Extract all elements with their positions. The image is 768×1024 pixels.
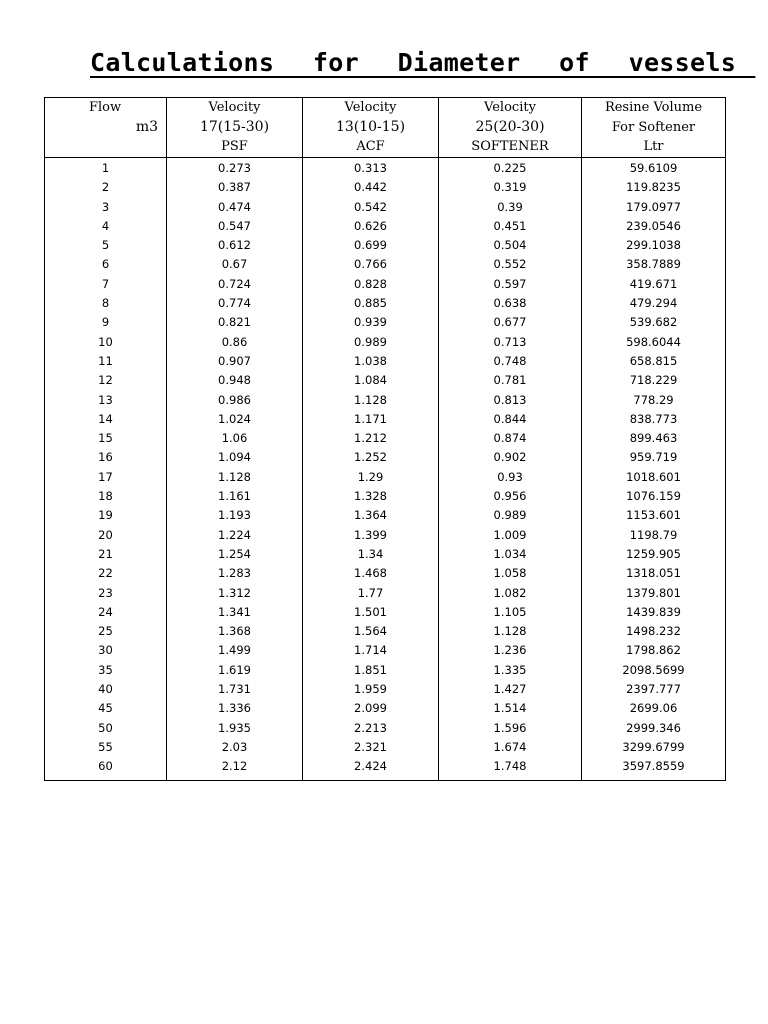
resin-volume-cell: 838.773 — [582, 410, 726, 429]
psf-velocity-cell: 0.774 — [167, 294, 303, 313]
flow-cell: 50 — [45, 719, 167, 738]
acf-velocity-cell: 0.828 — [303, 275, 439, 294]
table-row — [45, 448, 726, 467]
resin-volume-cell: 658.815 — [582, 352, 726, 371]
softener-velocity-cell: 0.225 — [439, 158, 582, 179]
table-row — [45, 275, 726, 294]
table-row — [45, 661, 726, 680]
acf-velocity-cell: 2.424 — [303, 757, 439, 780]
psf-velocity-cell: 1.368 — [167, 622, 303, 641]
softener-velocity-cell: 1.427 — [439, 680, 582, 699]
table-row — [45, 391, 726, 410]
flow-cell: 16 — [45, 448, 167, 467]
header-psf — [167, 98, 303, 158]
acf-velocity-cell: 0.766 — [303, 255, 439, 274]
softener-velocity-cell: 1.058 — [439, 564, 582, 583]
flow-cell: 24 — [45, 603, 167, 622]
page-title: Calculations for Diameter of vessels — [90, 48, 756, 77]
flow-cell: 11 — [45, 352, 167, 371]
acf-velocity-cell: 1.038 — [303, 352, 439, 371]
flow-cell: 9 — [45, 313, 167, 332]
resin-volume-cell: 1018.601 — [582, 468, 726, 487]
header-acf-line1: Velocity — [344, 100, 397, 115]
acf-velocity-cell: 1.212 — [303, 429, 439, 448]
softener-velocity-cell: 1.082 — [439, 584, 582, 603]
softener-velocity-cell: 0.844 — [439, 410, 582, 429]
resin-volume-cell: 778.29 — [582, 391, 726, 410]
resin-volume-cell: 1198.79 — [582, 526, 726, 545]
psf-velocity-cell: 0.273 — [167, 158, 303, 179]
acf-velocity-cell: 1.34 — [303, 545, 439, 564]
acf-velocity-cell: 2.213 — [303, 719, 439, 738]
resin-volume-cell: 2397.777 — [582, 680, 726, 699]
psf-velocity-cell: 2.03 — [167, 738, 303, 757]
psf-velocity-cell: 1.161 — [167, 487, 303, 506]
acf-velocity-cell: 1.851 — [303, 661, 439, 680]
flow-cell: 3 — [45, 198, 167, 217]
psf-velocity-cell: 1.193 — [167, 506, 303, 525]
psf-velocity-cell: 1.024 — [167, 410, 303, 429]
header-softener — [439, 98, 582, 158]
softener-velocity-cell: 1.335 — [439, 661, 582, 680]
header-resin-line3: Ltr — [643, 139, 664, 154]
psf-velocity-cell: 1.224 — [167, 526, 303, 545]
header-psf-line3: PSF — [221, 139, 248, 154]
acf-velocity-cell: 1.501 — [303, 603, 439, 622]
psf-velocity-cell: 1.254 — [167, 545, 303, 564]
acf-velocity-cell: 1.564 — [303, 622, 439, 641]
softener-velocity-cell: 0.748 — [439, 352, 582, 371]
table-row — [45, 294, 726, 313]
psf-velocity-cell: 0.907 — [167, 352, 303, 371]
flow-cell: 13 — [45, 391, 167, 410]
acf-velocity-cell: 1.29 — [303, 468, 439, 487]
resin-volume-cell: 1498.232 — [582, 622, 726, 641]
softener-velocity-cell: 1.596 — [439, 719, 582, 738]
header-acf-line2: 13(10-15) — [335, 118, 406, 135]
table-row — [45, 584, 726, 603]
header-resin-line2: For Softener — [611, 119, 696, 135]
flow-cell: 8 — [45, 294, 167, 313]
table-header — [45, 98, 726, 158]
resin-volume-cell: 479.294 — [582, 294, 726, 313]
resin-volume-cell: 1798.862 — [582, 641, 726, 660]
resin-volume-cell: 358.7889 — [582, 255, 726, 274]
resin-volume-cell: 179.0977 — [582, 198, 726, 217]
softener-velocity-cell: 1.009 — [439, 526, 582, 545]
psf-velocity-cell: 0.86 — [167, 333, 303, 352]
resin-volume-cell: 598.6044 — [582, 333, 726, 352]
psf-velocity-cell: 1.094 — [167, 448, 303, 467]
softener-velocity-cell: 1.748 — [439, 757, 582, 780]
flow-cell: 7 — [45, 275, 167, 294]
flow-cell: 10 — [45, 333, 167, 352]
acf-velocity-cell: 0.885 — [303, 294, 439, 313]
acf-velocity-cell: 0.989 — [303, 333, 439, 352]
psf-velocity-cell: 0.612 — [167, 236, 303, 255]
table-row — [45, 719, 726, 738]
softener-velocity-cell: 1.105 — [439, 603, 582, 622]
header-flow-label: Flow — [89, 100, 122, 115]
softener-velocity-cell: 0.93 — [439, 468, 582, 487]
resin-volume-cell: 1259.905 — [582, 545, 726, 564]
header-softener-line3: SOFTENER — [471, 139, 549, 154]
resin-volume-cell: 1153.601 — [582, 506, 726, 525]
flow-cell: 5 — [45, 236, 167, 255]
psf-velocity-cell: 0.948 — [167, 371, 303, 390]
table-row — [45, 699, 726, 718]
flow-cell: 22 — [45, 564, 167, 583]
softener-velocity-cell: 0.39 — [439, 198, 582, 217]
acf-velocity-cell: 1.468 — [303, 564, 439, 583]
softener-velocity-cell: 0.713 — [439, 333, 582, 352]
table-row — [45, 506, 726, 525]
softener-velocity-cell: 1.514 — [439, 699, 582, 718]
softener-velocity-cell: 0.319 — [439, 178, 582, 197]
psf-velocity-cell: 1.731 — [167, 680, 303, 699]
table-row — [45, 217, 726, 236]
flow-cell: 14 — [45, 410, 167, 429]
flow-cell: 21 — [45, 545, 167, 564]
table-body — [45, 158, 726, 781]
table-row — [45, 352, 726, 371]
psf-velocity-cell: 1.935 — [167, 719, 303, 738]
resin-volume-cell: 2699.06 — [582, 699, 726, 718]
resin-volume-cell: 1379.801 — [582, 584, 726, 603]
resin-volume-cell: 2098.5699 — [582, 661, 726, 680]
header-flow — [45, 98, 167, 158]
psf-velocity-cell: 1.336 — [167, 699, 303, 718]
psf-velocity-cell: 0.821 — [167, 313, 303, 332]
flow-cell: 35 — [45, 661, 167, 680]
softener-velocity-cell: 1.128 — [439, 622, 582, 641]
acf-velocity-cell: 1.959 — [303, 680, 439, 699]
psf-velocity-cell: 1.499 — [167, 641, 303, 660]
header-psf-line1: Velocity — [208, 100, 261, 115]
psf-velocity-cell: 2.12 — [167, 757, 303, 780]
table-row — [45, 158, 726, 179]
table-row — [45, 545, 726, 564]
table-row — [45, 371, 726, 390]
acf-velocity-cell: 0.313 — [303, 158, 439, 179]
table-row — [45, 564, 726, 583]
softener-velocity-cell: 0.902 — [439, 448, 582, 467]
acf-velocity-cell: 1.128 — [303, 391, 439, 410]
psf-velocity-cell: 1.619 — [167, 661, 303, 680]
acf-velocity-cell: 1.714 — [303, 641, 439, 660]
table-row — [45, 198, 726, 217]
header-softener-line2: 25(20-30) — [475, 118, 545, 135]
acf-velocity-cell: 0.699 — [303, 236, 439, 255]
softener-velocity-cell: 0.451 — [439, 217, 582, 236]
acf-velocity-cell: 1.252 — [303, 448, 439, 467]
acf-velocity-cell: 1.77 — [303, 584, 439, 603]
psf-velocity-cell: 0.986 — [167, 391, 303, 410]
softener-velocity-cell: 0.597 — [439, 275, 582, 294]
flow-cell: 45 — [45, 699, 167, 718]
psf-velocity-cell: 0.547 — [167, 217, 303, 236]
flow-cell: 17 — [45, 468, 167, 487]
header-softener-line1: Velocity — [484, 100, 536, 115]
table-row — [45, 757, 726, 780]
softener-velocity-cell: 0.874 — [439, 429, 582, 448]
psf-velocity-cell: 0.724 — [167, 275, 303, 294]
acf-velocity-cell: 0.542 — [303, 198, 439, 217]
table-row — [45, 429, 726, 448]
softener-velocity-cell: 1.236 — [439, 641, 582, 660]
softener-velocity-cell: 0.677 — [439, 313, 582, 332]
table-row — [45, 255, 726, 274]
softener-velocity-cell: 0.638 — [439, 294, 582, 313]
acf-velocity-cell: 0.442 — [303, 178, 439, 197]
softener-velocity-cell: 0.813 — [439, 391, 582, 410]
acf-velocity-cell: 1.171 — [303, 410, 439, 429]
psf-velocity-cell: 1.341 — [167, 603, 303, 622]
table-row — [45, 487, 726, 506]
table-row — [45, 410, 726, 429]
resin-volume-cell: 119.8235 — [582, 178, 726, 197]
header-acf-line3: ACF — [356, 139, 385, 154]
resin-volume-cell: 3299.6799 — [582, 738, 726, 757]
resin-volume-cell: 1076.159 — [582, 487, 726, 506]
resin-volume-cell: 2999.346 — [582, 719, 726, 738]
header-flow-unit: m3 — [135, 118, 158, 135]
psf-velocity-cell: 1.312 — [167, 584, 303, 603]
psf-velocity-cell: 0.387 — [167, 178, 303, 197]
table-row — [45, 333, 726, 352]
resin-volume-cell: 718.229 — [582, 371, 726, 390]
table-row — [45, 178, 726, 197]
softener-velocity-cell: 0.989 — [439, 506, 582, 525]
flow-cell: 30 — [45, 641, 167, 660]
table-row — [45, 468, 726, 487]
resin-volume-cell: 959.719 — [582, 448, 726, 467]
resin-volume-cell: 1318.051 — [582, 564, 726, 583]
acf-velocity-cell: 1.328 — [303, 487, 439, 506]
flow-cell: 23 — [45, 584, 167, 603]
table-row — [45, 603, 726, 622]
flow-cell: 15 — [45, 429, 167, 448]
resin-volume-cell: 59.6109 — [582, 158, 726, 179]
flow-cell: 25 — [45, 622, 167, 641]
flow-cell: 18 — [45, 487, 167, 506]
table-row — [45, 738, 726, 757]
flow-cell: 6 — [45, 255, 167, 274]
resin-volume-cell: 3597.8559 — [582, 757, 726, 780]
flow-cell: 60 — [45, 757, 167, 780]
table-row — [45, 236, 726, 255]
psf-velocity-cell: 0.67 — [167, 255, 303, 274]
psf-velocity-cell: 1.06 — [167, 429, 303, 448]
psf-velocity-cell: 0.474 — [167, 198, 303, 217]
flow-cell: 20 — [45, 526, 167, 545]
flow-cell: 55 — [45, 738, 167, 757]
table-row — [45, 641, 726, 660]
flow-cell: 4 — [45, 217, 167, 236]
acf-velocity-cell: 2.099 — [303, 699, 439, 718]
table-row — [45, 622, 726, 641]
softener-velocity-cell: 0.552 — [439, 255, 582, 274]
psf-velocity-cell: 1.128 — [167, 468, 303, 487]
acf-velocity-cell: 2.321 — [303, 738, 439, 757]
header-resin-line1: Resine Volume — [604, 100, 703, 115]
resin-volume-cell: 539.682 — [582, 313, 726, 332]
resin-volume-cell: 899.463 — [582, 429, 726, 448]
acf-velocity-cell: 1.364 — [303, 506, 439, 525]
flow-cell: 1 — [45, 158, 167, 179]
flow-cell: 19 — [45, 506, 167, 525]
resin-volume-cell: 419.671 — [582, 275, 726, 294]
header-psf-line2: 17(15-30) — [199, 118, 270, 135]
table-row — [45, 313, 726, 332]
vessel-diameter-table — [44, 97, 726, 781]
softener-velocity-cell: 0.781 — [439, 371, 582, 390]
flow-cell: 12 — [45, 371, 167, 390]
acf-velocity-cell: 0.626 — [303, 217, 439, 236]
acf-velocity-cell: 0.939 — [303, 313, 439, 332]
header-resin — [582, 98, 726, 158]
resin-volume-cell: 1439.839 — [582, 603, 726, 622]
softener-velocity-cell: 1.034 — [439, 545, 582, 564]
resin-volume-cell: 299.1038 — [582, 236, 726, 255]
softener-velocity-cell: 0.956 — [439, 487, 582, 506]
table-row — [45, 680, 726, 699]
softener-velocity-cell: 1.674 — [439, 738, 582, 757]
acf-velocity-cell: 1.399 — [303, 526, 439, 545]
psf-velocity-cell: 1.283 — [167, 564, 303, 583]
flow-cell: 2 — [45, 178, 167, 197]
acf-velocity-cell: 1.084 — [303, 371, 439, 390]
flow-cell: 40 — [45, 680, 167, 699]
table-row — [45, 526, 726, 545]
header-acf — [303, 98, 439, 158]
resin-volume-cell: 239.0546 — [582, 217, 726, 236]
softener-velocity-cell: 0.504 — [439, 236, 582, 255]
